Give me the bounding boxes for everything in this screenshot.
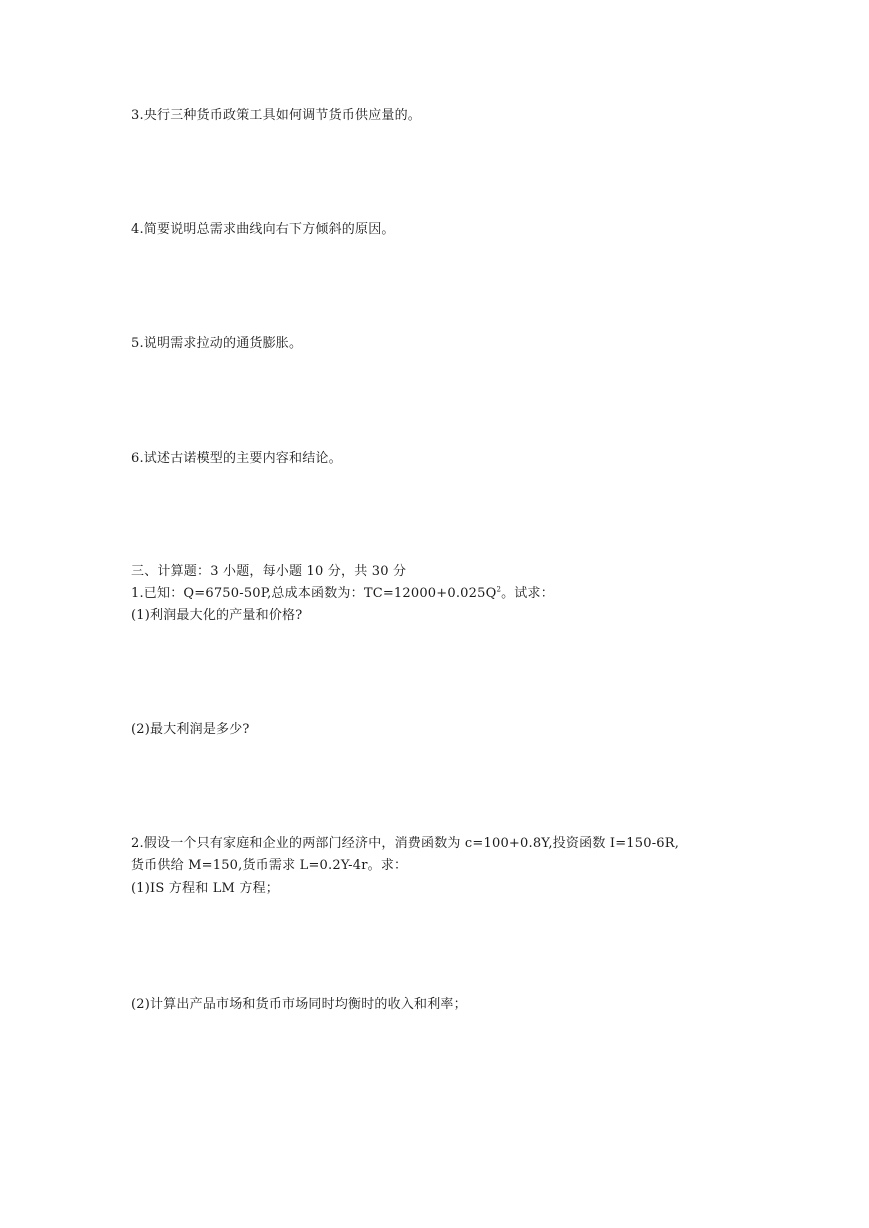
exponent: 2: [496, 585, 502, 594]
calc-question-1-part-1: (1)利润最大化的产量和价格?: [131, 608, 303, 623]
calc-question-2-part-1: (1)IS 方程和 LM 方程；: [131, 881, 279, 896]
question-5: 5.说明需求拉动的通货膨胀。: [131, 336, 303, 351]
calc-question-1-stem: [131, 585, 554, 603]
calc-question-1-stem-text: 1.已知：Q=6750-50P,总成本函数为：TC=12000+0.025Q: [131, 586, 497, 601]
calc-question-1-part-2: (2)最大利润是多少?: [131, 722, 250, 737]
calc-question-1-stem-tail: 。试求：: [501, 586, 554, 601]
calc-question-2-part-2: (2)计算出产品市场和货币市场同时均衡时的收入和利率；: [131, 997, 467, 1012]
question-3: 3.央行三种货币政策工具如何调节货币供应量的。: [131, 108, 422, 123]
calc-question-2-stem-line-2: 货币供给 M=150,货币需求 L=0.2Y-4r。求：: [131, 858, 408, 873]
question-4: 4.简要说明总需求曲线向右下方倾斜的原因。: [131, 222, 395, 237]
calc-question-2-stem-line-1: 2.假设一个只有家庭和企业的两部门经济中，消费函数为 c=100+0.8Y,投资函数 I=150-6R,: [131, 836, 680, 851]
section-heading-calculation: 三、计算题：3 小题，每小题 10 分，共 30 分: [131, 564, 407, 579]
question-6: 6.试述古诺模型的主要内容和结论。: [131, 451, 342, 466]
